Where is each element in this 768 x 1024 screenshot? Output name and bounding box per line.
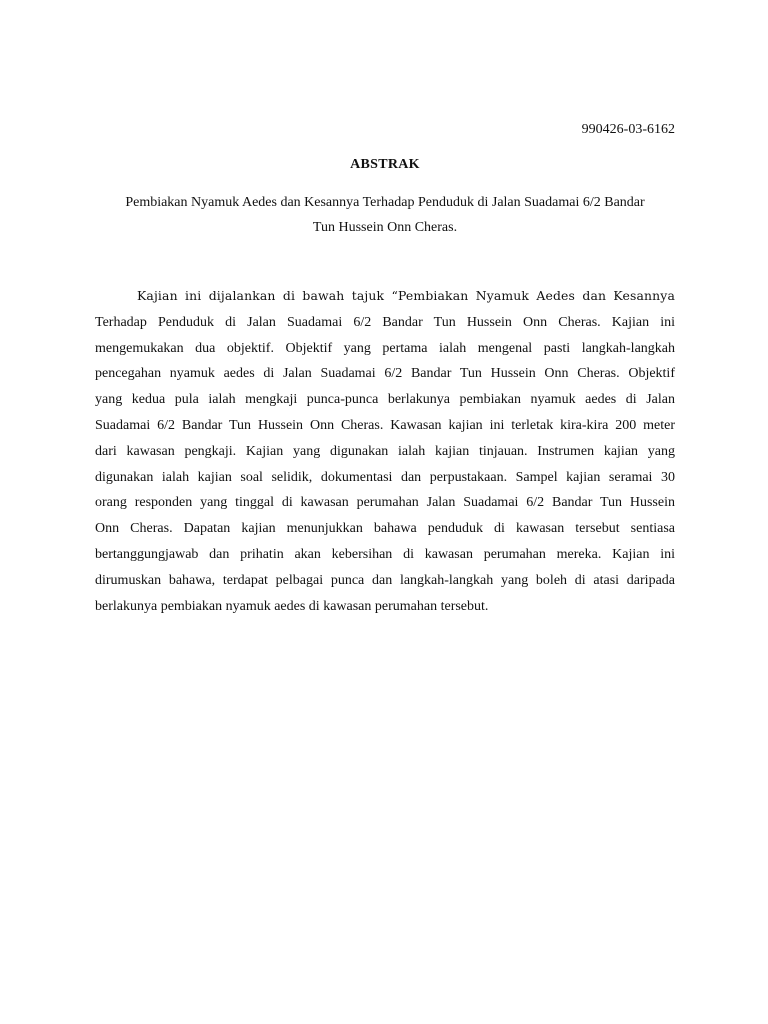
research-title [95,190,675,240]
abstract-line: Suadamai 6/2 Bandar Tun Hussein Onn Cheras. Kawasan kajian ini terletak kira-kira 200 meter [95,417,675,433]
abstract-line: yang kedua pula ialah mengkaji punca-punca berlakunya pembiakan nyamuk aedes di Jalan [95,392,675,408]
abstract-line: dirumuskan bahawa, terdapat pelbagai punca dan langkah-langkah yang boleh di atasi daripada [95,572,675,588]
abstract-line: orang responden yang tinggal di kawasan perumahan Jalan Suadamai 6/2 Bandar Tun Hussein [95,495,675,511]
abstract-line: mengemukakan dua objektif. Objektif yang pertama ialah mengenal pasti langkah-langkah [95,340,675,356]
research-title-line: Pembiakan Nyamuk Aedes dan Kesannya Terhadap Penduduk di Jalan Suadamai 6/2 Bandar [125,195,645,210]
abstract-line: pencegahan nyamuk aedes di Jalan Suadamai 6/2 Bandar Tun Hussein Onn Cheras. Objektif [95,366,675,382]
student-id-number: 990426-03-6162 [581,122,675,137]
abstract-line: Onn Cheras. Dapatan kajian menunjukkan bahawa penduduk di kawasan tersebut sentiasa [95,521,675,537]
abstract-line: berlakunya pembiakan nyamuk aedes di kawasan perumahan tersebut. [95,598,489,614]
abstract-heading: ABSTRAK [350,157,420,172]
abstract-line: digunakan ialah kajian soal selidik, dokumentasi dan perpustakaan. Sampel kajian seramai 30 [95,469,675,485]
research-title-line: Tun Hussein Onn Cheras. [312,220,458,235]
abstract-line: Kajian ini dijalankan di bawah tajuk “Pembiakan Nyamuk Aedes dan Kesannya [137,288,675,303]
abstract-line: bertanggungjawab dan prihatin akan kebersihan di kawasan perumahan mereka. Kajian ini [95,546,675,562]
abstract-paragraph [95,283,675,619]
abstract-line: Terhadap Penduduk di Jalan Suadamai 6/2 Bandar Tun Hussein Onn Cheras. Kajian ini [95,314,675,330]
abstract-line: dari kawasan pengkaji. Kajian yang digunakan ialah kajian tinjauan. Instrumen kajian yang [95,443,675,459]
